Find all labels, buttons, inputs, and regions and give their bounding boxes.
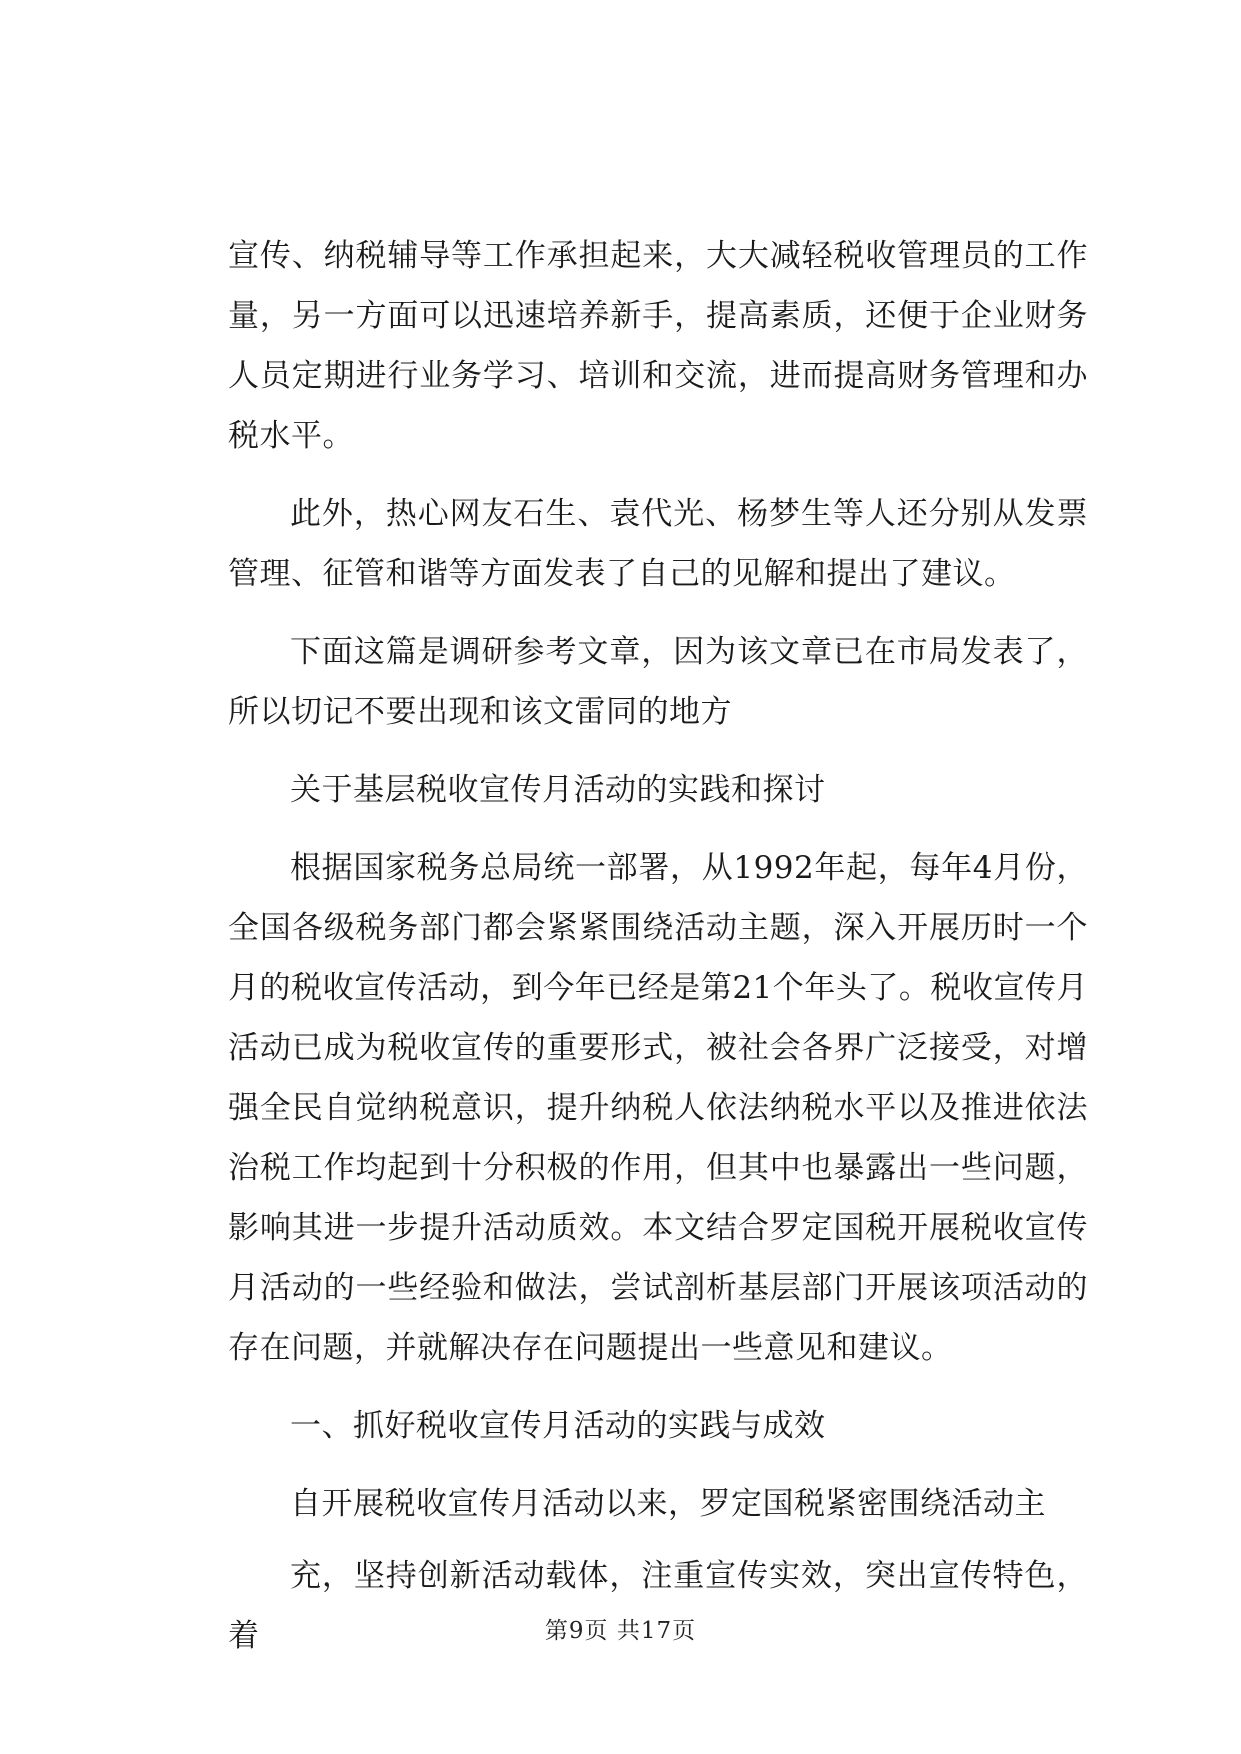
paragraph-background: 根据国家税务总局统一部署，从1992年起，每年4月份，全国各级税务部门都会紧紧围绕活动主题，深入开展历时一个月的税收宣传活动，到今年已经是第21个年头了。税收宣传月活动已成为税收宣传的重要形式，被社会各界广泛接受，对增强全民自觉纳税意识，提升纳税人依法纳税水平以及推进依法治税工作均起到十分积极的作用，但其中也暴露出一些问题，影响其进一步提升活动质效。本文结合罗定国税开展税收宣传月活动的一些经验和做法，尝试剖析基层部门开展该项活动的存在问题，并就解决存在问题提出一些意见和建议。 bbox=[228, 850, 1088, 1366]
paragraph-netizen-suggestions: 此外，热心网友石生、袁代光、杨梦生等人还分别从发票管理、征管和谐等方面发表了自己的见解和提出了建议。 bbox=[228, 496, 1088, 592]
article-title: 关于基层税收宣传月活动的实践和探讨 bbox=[290, 772, 826, 808]
paragraph-practice-intro: 自开展税收宣传月活动以来，罗定国税紧密围绕活动主 bbox=[290, 1486, 1046, 1522]
paragraph-practice-continued: 充，坚持创新活动载体，注重宣传实效，突出宣传特色，着 bbox=[228, 1558, 1088, 1654]
section-heading-one: 一、抓好税收宣传月活动的实践与成效 bbox=[290, 1408, 826, 1444]
page-footer bbox=[0, 1612, 1241, 1645]
page-number-label: 第9页 共17页 bbox=[544, 1618, 697, 1644]
paragraph-reference-note: 下面这篇是调研参考文章，因为该文章已在市局发表了，所以切记不要出现和该文雷同的地方 bbox=[228, 634, 1088, 730]
document-body bbox=[228, 226, 1088, 1666]
paragraph-continuation: 宣传、纳税辅导等工作承担起来，大大减轻税收管理员的工作量，另一方面可以迅速培养新手，提高素质，还便于企业财务人员定期进行业务学习、培训和交流，进而提高财务管理和办税水平。 bbox=[228, 238, 1088, 454]
